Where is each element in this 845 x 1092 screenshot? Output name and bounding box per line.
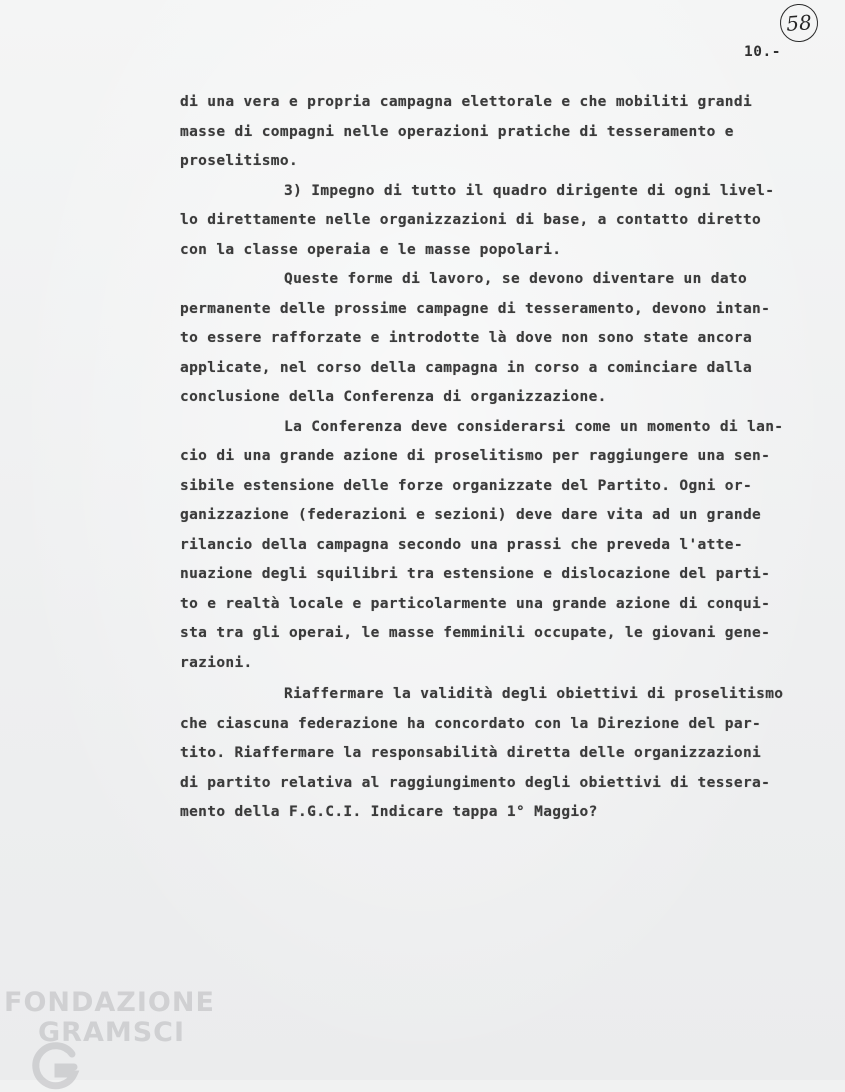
- text-line: tito. Riaffermare la responsabilità diretta delle organizzazioni: [180, 745, 762, 761]
- text-line: permanente delle prossime campagne di tesseramento, devono intan-: [180, 300, 771, 317]
- text-line: mento della F.G.C.I. Indicare tappa 1° Maggio?: [180, 804, 598, 820]
- fondazione-gramsci-watermark: [4, 988, 234, 1048]
- watermark-line-1: FONDAZIONE: [4, 987, 215, 1018]
- text-line: 3) Impegno di tutto il quadro dirigente di ogni livel-: [284, 182, 775, 199]
- typewritten-body: [180, 88, 828, 828]
- archive-page-stamp: 58: [779, 3, 820, 44]
- text-line: to essere rafforzate e introdotte là dove non sono state ancora: [180, 330, 753, 346]
- text-line: con la classe operaia e le masse popolari.: [180, 241, 562, 258]
- text-line: to e realtà locale e particolarmente una grande azione di conqui-: [180, 595, 771, 612]
- text-line: lo direttamente nelle organizzazioni di base, a contatto diretto: [180, 212, 762, 228]
- text-line: Queste forme di lavoro, se devono diventare un dato: [284, 271, 748, 287]
- text-line: conclusione della Conferenza di organizzazione.: [180, 389, 607, 405]
- text-line: applicate, nel corso della campagna in corso a cominciare dalla: [180, 359, 753, 376]
- text-line: di una vera e propria campagna elettorale e che mobiliti grandi: [180, 94, 753, 110]
- text-line: La Conferenza deve considerarsi come un momento di lan-: [284, 418, 784, 435]
- page-number: 10.-: [744, 44, 781, 60]
- text-line: proselitismo.: [180, 153, 299, 169]
- text-line: sibile estensione delle forze organizzate del Partito. Ogni or-: [180, 477, 753, 494]
- text-line: di partito relativa al raggiungimento degli obiettivi di tessera-: [180, 774, 771, 791]
- text-line: razioni.: [180, 654, 253, 671]
- text-line: nuazione degli squilibri tra estensione e dislocazione del parti-: [180, 566, 771, 582]
- text-line: cio di una grande azione di proselitismo per raggiungere una sen-: [180, 448, 771, 464]
- text-line: che ciascuna federazione ha concordato con la Direzione del par-: [180, 715, 762, 732]
- text-line: sta tra gli operai, le masse femminili occupate, le giovani gene-: [180, 625, 771, 641]
- text-line: rilancio della campagna secondo una prassi che preveda l'atte-: [180, 536, 743, 553]
- text-line: masse di compagni nelle operazioni pratiche di tesseramento e: [180, 123, 734, 140]
- text-line: Riaffermare la validità degli obiettivi di proselitismo: [284, 686, 784, 702]
- watermark-line-2: GRAMSCI: [38, 1017, 186, 1048]
- text-line: ganizzazione (federazioni e sezioni) deve dare vita ad un grande: [180, 507, 762, 523]
